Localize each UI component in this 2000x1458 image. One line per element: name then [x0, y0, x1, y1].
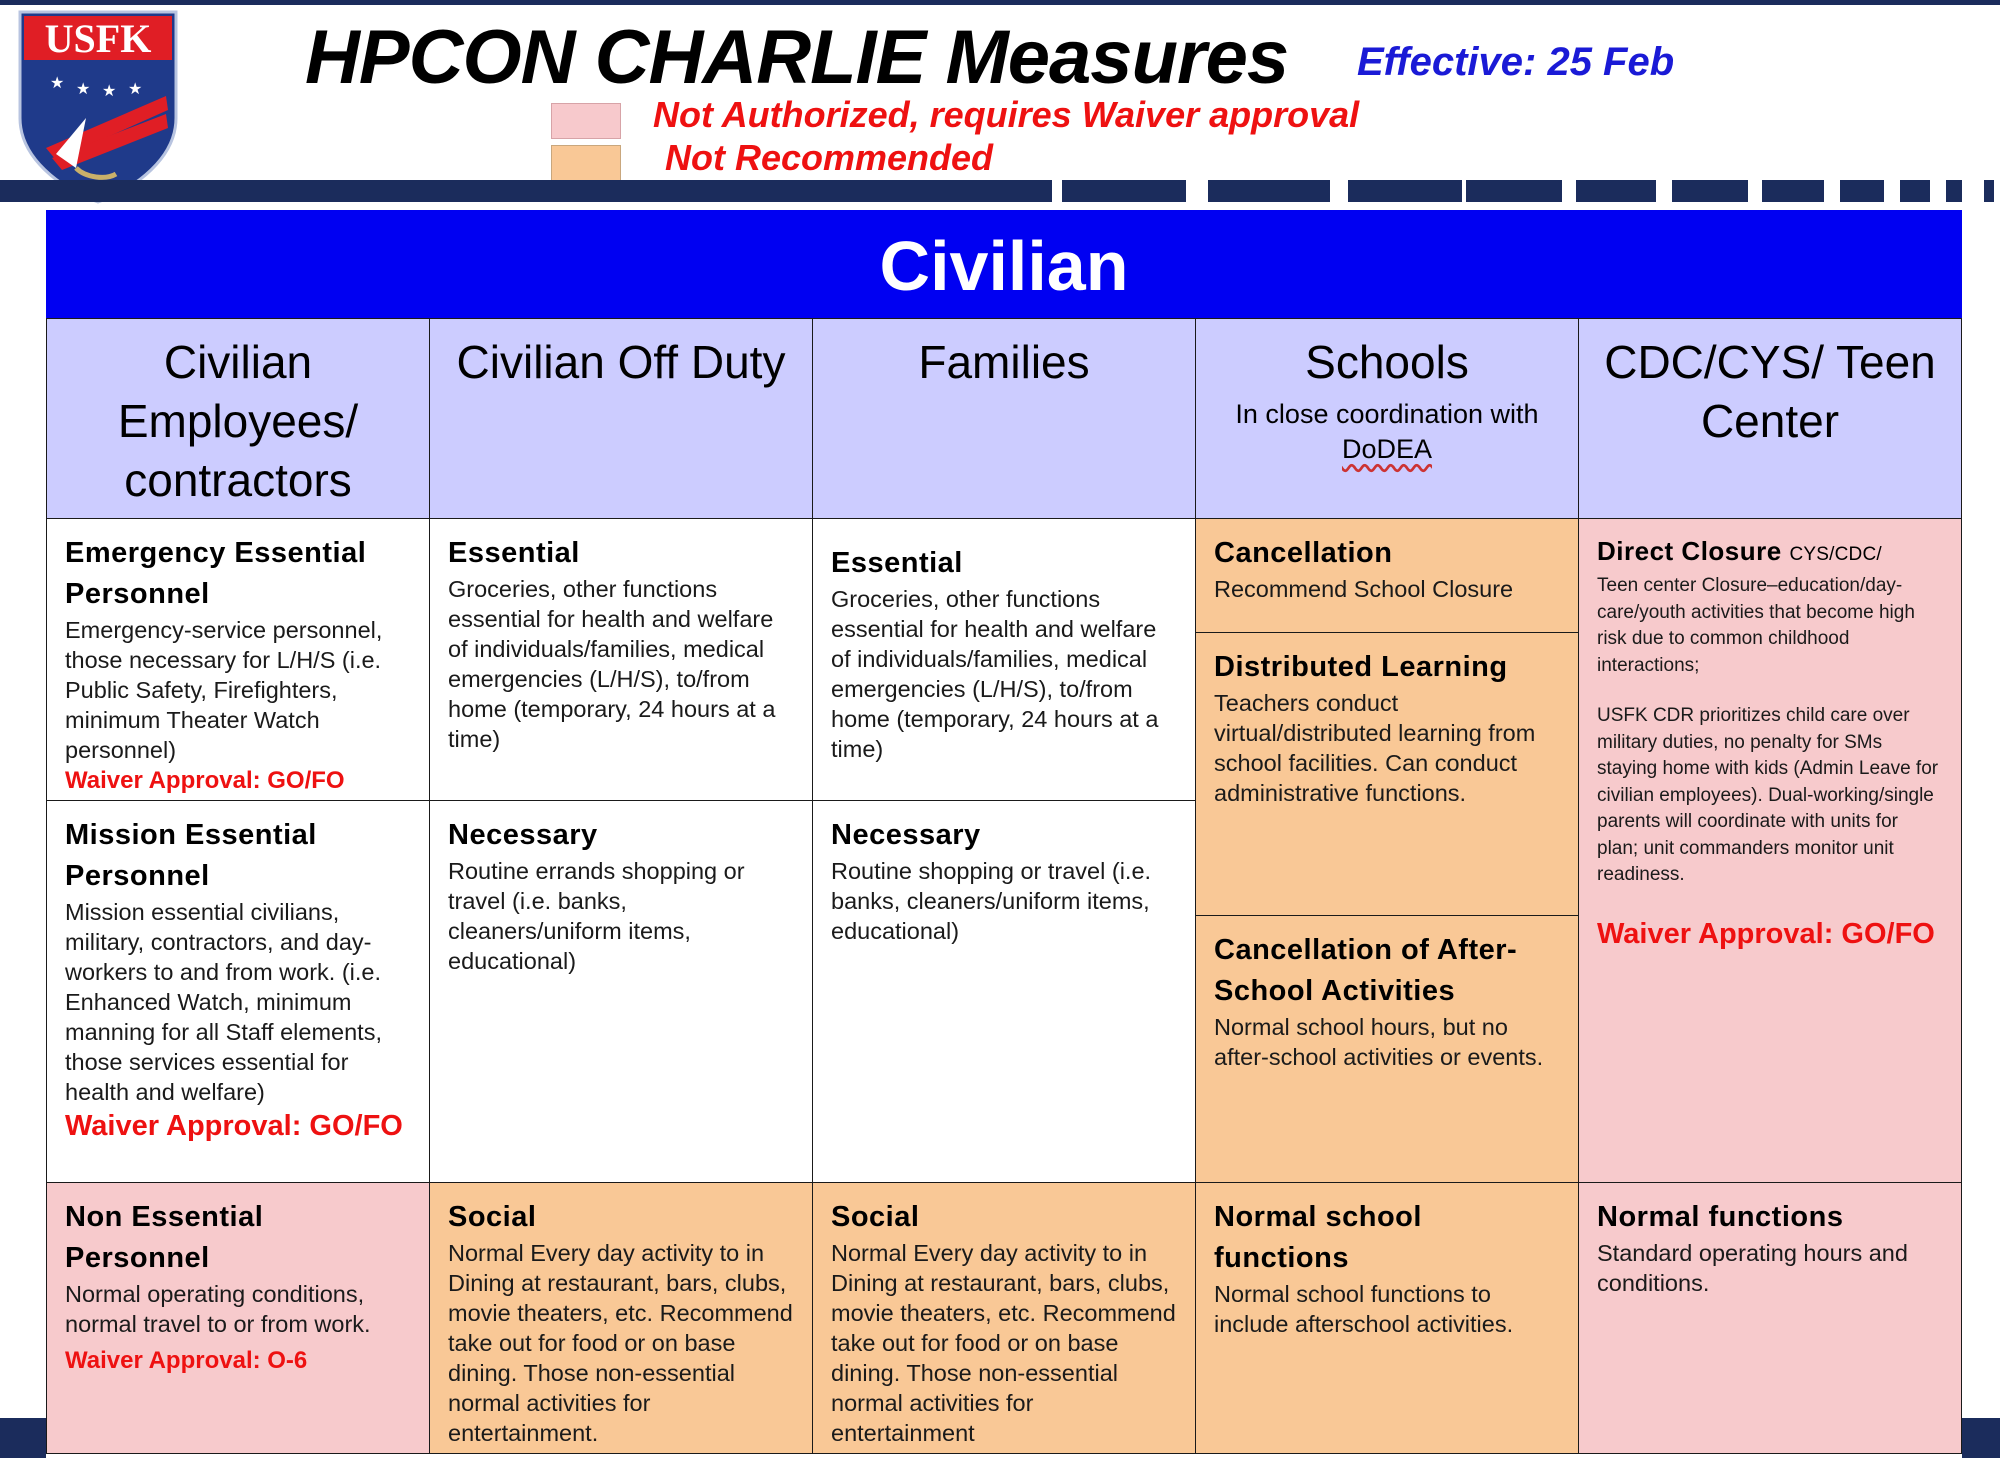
- cell-title-main: Direct Closure: [1597, 536, 1782, 566]
- column-header-families: [812, 318, 1196, 519]
- cell-title: Social: [831, 1201, 920, 1233]
- cell-title: Cancellation: [1214, 537, 1393, 569]
- header-divider-dash: [1762, 180, 1824, 202]
- measures-table: [46, 318, 1962, 1454]
- column-header-subtitle: In close coordination with: [1235, 399, 1539, 429]
- waiver-approval: Waiver Approval: GO/FO: [1597, 917, 1935, 950]
- cell-schools-cancellation: [1195, 518, 1579, 633]
- logo-text: USFK: [44, 16, 152, 61]
- column-header-title: Families: [918, 336, 1090, 388]
- usfk-logo: [16, 8, 180, 204]
- cell-body: Normal school hours, but no after-school activities or events.: [1214, 1014, 1544, 1070]
- cell-body: Routine shopping or travel (i.e. banks, cleaners/uniform items, educational): [831, 858, 1152, 944]
- cell-off-duty-social: [429, 1182, 813, 1454]
- svg-text:★: ★: [102, 83, 117, 100]
- cell-title: Non Essential Personnel: [65, 1201, 264, 1274]
- cell-families-essential: [812, 518, 1196, 801]
- cell-title: Essential: [831, 547, 963, 579]
- waiver-approval: Waiver Approval: O-6: [65, 1347, 308, 1374]
- cell-body: Teachers conduct virtual/distributed learning from school facilities. Can conduct administrative functions.: [1214, 690, 1536, 806]
- footer-bar-right: [1962, 1418, 2000, 1458]
- header-divider-dash: [1984, 180, 1994, 202]
- cell-body: Groceries, other functions essential for health and welfare of individuals/families, medical emergencies (L/H/S), to/from home (temporary, 24 hours at a time): [831, 586, 1159, 762]
- page-title: HPCON CHARLIE Measures: [305, 15, 1289, 100]
- cell-title: Emergency Essential Personnel: [65, 537, 367, 610]
- spacer: [1597, 679, 1943, 703]
- cell-title: Social: [448, 1201, 537, 1233]
- svg-text:★: ★: [128, 81, 143, 98]
- cell-cdc-normal-functions: [1578, 1182, 1962, 1454]
- cell-body: Normal school functions to include afterschool activities.: [1214, 1281, 1514, 1337]
- cell-cdc-direct-closure: [1578, 518, 1962, 1183]
- column-header-subtitle-link: DoDEA: [1341, 434, 1433, 464]
- cell-mission-essential-personnel: [46, 800, 430, 1183]
- svg-text:★: ★: [50, 75, 65, 92]
- column-header-title: Civilian Employees/ contractors: [117, 336, 359, 506]
- cell-title: [1597, 533, 1943, 573]
- cell-body: Teen center Closure–education/day-care/youth activities that become high risk due to common childhood interactions;: [1597, 575, 1915, 676]
- waiver-approval: Waiver Approval: GO/FO: [65, 1110, 403, 1142]
- header-divider-dash: [1208, 180, 1330, 202]
- cell-title: Essential: [448, 537, 580, 569]
- column-header-title: Schools: [1305, 336, 1469, 388]
- column-header-schools: [1195, 318, 1579, 519]
- cell-non-essential-personnel: [46, 1182, 430, 1454]
- header-divider-dash: [1466, 180, 1562, 202]
- table-banner-civilian: Civilian: [46, 210, 1962, 318]
- cell-body: Normal operating conditions, normal travel to or from work.: [65, 1281, 371, 1337]
- cell-families-necessary: [812, 800, 1196, 1183]
- cell-body: Groceries, other functions essential for health and welfare of individuals/families, medical emergencies (L/H/S), to/from home (temporary, 24 hours at a time): [448, 576, 776, 752]
- cell-body: Recommend School Closure: [1214, 576, 1514, 602]
- cell-title: Mission Essential Personnel: [65, 819, 317, 892]
- column-header-civilian-employees: [46, 318, 430, 519]
- waiver-approval: Waiver Approval: GO/FO: [65, 767, 345, 794]
- header-divider-dash: [1900, 180, 1930, 202]
- column-header-cdc-cys-teen-center: [1578, 318, 1962, 519]
- header-divider-dash: [1946, 180, 1962, 202]
- cell-schools-normal-functions: [1195, 1182, 1579, 1454]
- cell-body: Normal Every day activity to in Dining at restaurant, bars, clubs, movie theaters, etc. Recommend take out for food or on base dining. Those non-essential normal activities for entertainment: [831, 1240, 1176, 1446]
- header-divider-dash: [1672, 180, 1748, 202]
- column-header-civilian-off-duty: [429, 318, 813, 519]
- cell-title: Normal functions: [1597, 1201, 1844, 1233]
- header-divider-dash: [1062, 180, 1186, 202]
- legend-label-not-authorized: Not Authorized, requires Waiver approval: [653, 94, 1360, 135]
- header-divider-dash: [1348, 180, 1462, 202]
- legend-label-not-recommended: Not Recommended: [665, 137, 994, 178]
- cell-schools-after-school-cancellation: [1195, 915, 1579, 1183]
- top-rule: [0, 0, 2000, 5]
- footer-bar-left: [0, 1418, 46, 1458]
- cell-title: Normal school functions: [1214, 1201, 1422, 1274]
- cell-body: Emergency-service personnel, those necessary for L/H/S (i.e. Public Safety, Firefighters, minimum Theater Watch personnel): [65, 617, 383, 763]
- header-divider-dash: [1840, 180, 1884, 202]
- cell-body: Normal Every day activity to in Dining at restaurant, bars, clubs, movie theaters, etc. Recommend take out for food or on base dining. Those non-essential normal activities for entertainment.: [448, 1240, 793, 1446]
- effective-date: Effective: 25 Feb: [1357, 40, 1675, 84]
- cell-title: Distributed Learning: [1214, 651, 1508, 683]
- cell-families-social: [812, 1182, 1196, 1454]
- column-header-title: CDC/CYS/ Teen Center: [1604, 336, 1936, 447]
- header-divider-bar: [0, 180, 1052, 202]
- header-divider-dash: [1576, 180, 1656, 202]
- cell-schools-distributed-learning: [1195, 632, 1579, 916]
- cell-body: USFK CDR prioritizes child care over military duties, no penalty for SMs staying home with kids (Admin Leave for civilian employees). Dual-working/single parents will coordinate with units for plan; unit commanders monitor unit readiness.: [1597, 705, 1939, 885]
- cell-body: Routine errands shopping or travel (i.e. banks, cleaners/uniform items, educational): [448, 858, 745, 974]
- cell-off-duty-necessary: [429, 800, 813, 1183]
- cell-emergency-essential-personnel: [46, 518, 430, 801]
- cell-body: Mission essential civilians, military, contractors, and day-workers to and from work. (i.e. Enhanced Watch, minimum manning for all Staff elements, those services essential for health and welfare): [65, 899, 382, 1105]
- cell-off-duty-essential: [429, 518, 813, 801]
- legend-swatch-not-recommended: [551, 145, 621, 181]
- cell-title: Necessary: [831, 819, 981, 851]
- svg-text:★: ★: [76, 81, 91, 98]
- cell-title-suffix: CYS/CDC/: [1789, 544, 1882, 565]
- cell-title: Cancellation of After-School Activities: [1214, 934, 1518, 1007]
- legend-swatch-not-authorized: [551, 103, 621, 139]
- column-header-title: Civilian Off Duty: [456, 336, 786, 388]
- cell-title: Necessary: [448, 819, 598, 851]
- cell-body: Standard operating hours and conditions.: [1597, 1240, 1908, 1296]
